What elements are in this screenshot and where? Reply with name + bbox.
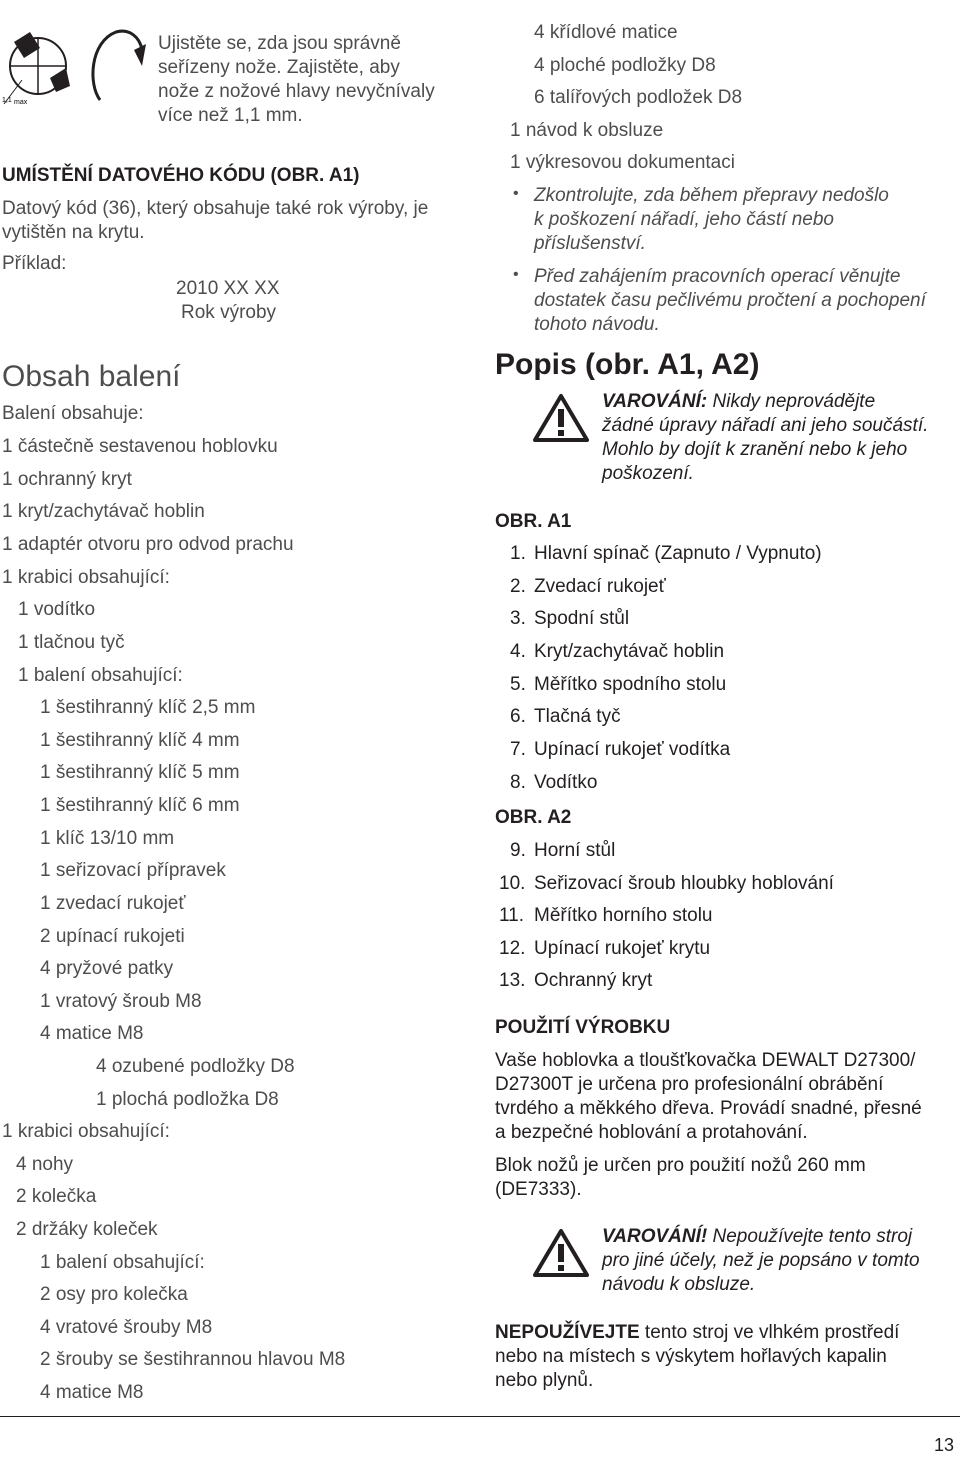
date-code-text-2: vytištěn na krytu. — [2, 222, 145, 243]
list-item: 1 zvedací rukojeť — [40, 893, 186, 914]
contents-intro: Balení obsahuje: — [2, 403, 144, 424]
list-item: 4 matice M8 — [40, 1382, 144, 1403]
list-item: 1 ochranný kryt — [2, 469, 132, 490]
warning-2-line-1: VAROVÁNÍ! Nepoužívejte tento stroj — [602, 1226, 913, 1247]
list-item: Ochranný kryt — [534, 970, 653, 991]
list-item: 2 upínací rukojeti — [40, 926, 185, 947]
list-item: Spodní stůl — [534, 608, 630, 629]
list-item-num: 9. — [510, 840, 526, 861]
bullet-1-line-2: k poškození nářadí, jeho částí nebo — [534, 209, 834, 230]
list-item: 1 tlačnou tyč — [18, 632, 125, 653]
icon-value-label: 1,1 — [2, 97, 12, 104]
list-item: Upínací rukojeť krytu — [534, 938, 711, 959]
list-item: Kryt/zachytávač hoblin — [534, 641, 725, 662]
usage-heading: POUŽITÍ VÝROBKU — [495, 1017, 671, 1038]
list-item-num: 10. — [499, 873, 526, 894]
example-caption: Rok výroby — [181, 302, 277, 323]
list-item: Zvedací rukojeť — [534, 576, 666, 597]
list-item: 2 kolečka — [16, 1186, 97, 1207]
warning-1-line-3: Mohlo by dojít k zranění nebo k jeho — [602, 439, 908, 460]
list-item: 1 kryt/zachytávač hoblin — [2, 501, 205, 522]
list-item: 1 seřizovací přípravek — [40, 860, 226, 881]
list-item: 1 adaptér otvoru pro odvod prachu — [2, 534, 294, 555]
warning-1-line-2: žádné úpravy nářadí ani jeho součástí. — [602, 415, 929, 436]
warning-icon — [533, 393, 589, 443]
bullet-icon: • — [513, 266, 519, 283]
intro-note-line-2: seřízeny nože. Zajistěte, aby — [158, 57, 400, 78]
list-item: 4 nohy — [16, 1154, 74, 1175]
list-item: 1 šestihranný klíč 6 mm — [40, 795, 240, 816]
footer-divider — [0, 1416, 960, 1417]
list-item: 4 ozubené podložky D8 — [96, 1056, 295, 1077]
bullet-icon: • — [513, 185, 519, 202]
list-item-num: 13. — [499, 970, 526, 991]
example-code: 2010 XX XX — [176, 278, 280, 299]
bullet-2-line-1: Před zahájením pracovních operací věnujte — [534, 266, 901, 287]
date-code-text-1: Datový kód (36), který obsahuje také rok výroby, je — [2, 198, 429, 219]
list-item: 4 křídlové matice — [534, 22, 678, 43]
list-item: 2 osy pro kolečka — [40, 1284, 188, 1305]
usage-p2-line-1: Blok nožů je určen pro použití nožů 260 mm — [495, 1155, 866, 1176]
warning-1-label: VAROVÁNÍ: — [602, 391, 708, 412]
usage-p3-line-2: nebo na místech s výskytem hořlavých kapalin — [495, 1346, 887, 1367]
date-code-heading: UMÍSTĚNÍ DATOVÉHO KÓDU (OBR. A1) — [2, 165, 360, 186]
warning-1-line-1: VAROVÁNÍ: Nikdy neprovádějte — [602, 391, 876, 412]
icon-max-label: max — [14, 99, 28, 106]
intro-note-line-1: Ujistěte se, zda jsou správně — [158, 33, 401, 54]
warning-icon — [533, 1228, 589, 1278]
list-item: Měřítko horního stolu — [534, 905, 713, 926]
list-item: 6 talířových podložek D8 — [534, 87, 743, 108]
list-item: 1 krabici obsahující: — [2, 567, 170, 588]
list-item: Měřítko spodního stolu — [534, 674, 727, 695]
list-item-num: 8. — [510, 772, 526, 793]
bullet-1-line-3: příslušenství. — [534, 233, 646, 254]
usage-p3-line-1: NEPOUŽÍVEJTE tento stroj ve vlhkém prostředí — [495, 1322, 900, 1343]
list-item: 4 vratové šrouby M8 — [40, 1317, 213, 1338]
list-item: 1 krabici obsahující: — [2, 1121, 170, 1142]
list-item: Horní stůl — [534, 840, 616, 861]
list-item: 1 vratový šroub M8 — [40, 991, 202, 1012]
list-item: 1 balení obsahující: — [18, 665, 183, 686]
fig-a1-heading: OBR. A1 — [495, 511, 572, 532]
usage-p3-line-3: nebo plynů. — [495, 1370, 594, 1391]
list-item-num: 4. — [510, 641, 526, 662]
list-item: 1 plochá podložka D8 — [96, 1089, 279, 1110]
contents-title: Obsah balení — [2, 360, 181, 393]
usage-p3-bold: NEPOUŽÍVEJTE — [495, 1322, 640, 1343]
list-item: 4 matice M8 — [40, 1023, 144, 1044]
example-label: Příklad: — [2, 253, 67, 274]
list-item: Upínací rukojeť vodítka — [534, 739, 731, 760]
list-item-num: 2. — [510, 576, 526, 597]
warning-2-label: VAROVÁNÍ! — [602, 1226, 708, 1247]
list-item: 1 šestihranný klíč 2,5 mm — [40, 697, 256, 718]
bullet-2-line-2: dostatek času pečlivému pročtení a pochopení — [534, 290, 926, 311]
usage-p2-line-2: (DE7333). — [495, 1179, 582, 1200]
list-item: 2 držáky koleček — [16, 1219, 158, 1240]
usage-p1-line-3: tvrdého a měkkého dřeva. Provádí snadné, přesné — [495, 1098, 922, 1119]
usage-p1-line-4: a bezpečné hoblování a protahování. — [495, 1122, 808, 1143]
list-item: 1 vodítko — [18, 599, 96, 620]
list-item: 1 balení obsahující: — [40, 1252, 205, 1273]
list-item-num: 1. — [510, 543, 526, 564]
warning-2-line-2: pro jiné účely, než je popsáno v tomto — [602, 1250, 920, 1271]
bullet-1-line-1: Zkontrolujte, zda během přepravy nedošlo — [534, 185, 889, 206]
description-title: Popis (obr. A1, A2) — [495, 348, 760, 381]
bullet-2-line-3: tohoto návodu. — [534, 314, 660, 335]
usage-p1-line-1: Vaše hoblovka a tloušťkovačka DEWALT D27300/ — [495, 1050, 916, 1071]
list-item: Tlačná tyč — [534, 706, 621, 727]
knife-protrusion-icon — [0, 18, 80, 106]
rotation-arrow-icon — [88, 22, 146, 106]
list-item: 1 šestihranný klíč 4 mm — [40, 730, 240, 751]
usage-p1-line-2: D27300T je určena pro profesionální obrábění — [495, 1074, 884, 1095]
list-item: Hlavní spínač (Zapnuto / Vypnuto) — [534, 543, 822, 564]
fig-a2-heading: OBR. A2 — [495, 807, 572, 828]
list-item: Seřizovací šroub hloubky hoblování — [534, 873, 834, 894]
list-item: Vodítko — [534, 772, 598, 793]
list-item-num: 7. — [510, 739, 526, 760]
intro-note-line-3: nože z nožové hlavy nevyčnívaly — [158, 81, 435, 102]
list-item-num: 6. — [510, 706, 526, 727]
list-item: 4 ploché podložky D8 — [534, 55, 716, 76]
list-item: 1 šestihranný klíč 5 mm — [40, 762, 240, 783]
list-item: 1 návod k obsluze — [510, 120, 664, 141]
list-item-num: 3. — [510, 608, 526, 629]
list-item-num: 5. — [510, 674, 526, 695]
list-item: 2 šrouby se šestihrannou hlavou M8 — [40, 1349, 346, 1370]
warning-1-line-4: poškození. — [602, 463, 694, 484]
list-item: 1 klíč 13/10 mm — [40, 828, 175, 849]
page-number: 13 — [933, 1435, 954, 1455]
warning-2-line-3: návodu k obsluze. — [602, 1274, 756, 1295]
list-item: 4 pryžové patky — [40, 958, 174, 979]
list-item-num: 11. — [499, 905, 525, 926]
list-item-num: 12. — [499, 938, 526, 959]
list-item: 1 částečně sestavenou hoblovku — [2, 436, 278, 457]
list-item: 1 výkresovou dokumentaci — [510, 152, 735, 173]
intro-note-line-4: více než 1,1 mm. — [158, 105, 303, 126]
